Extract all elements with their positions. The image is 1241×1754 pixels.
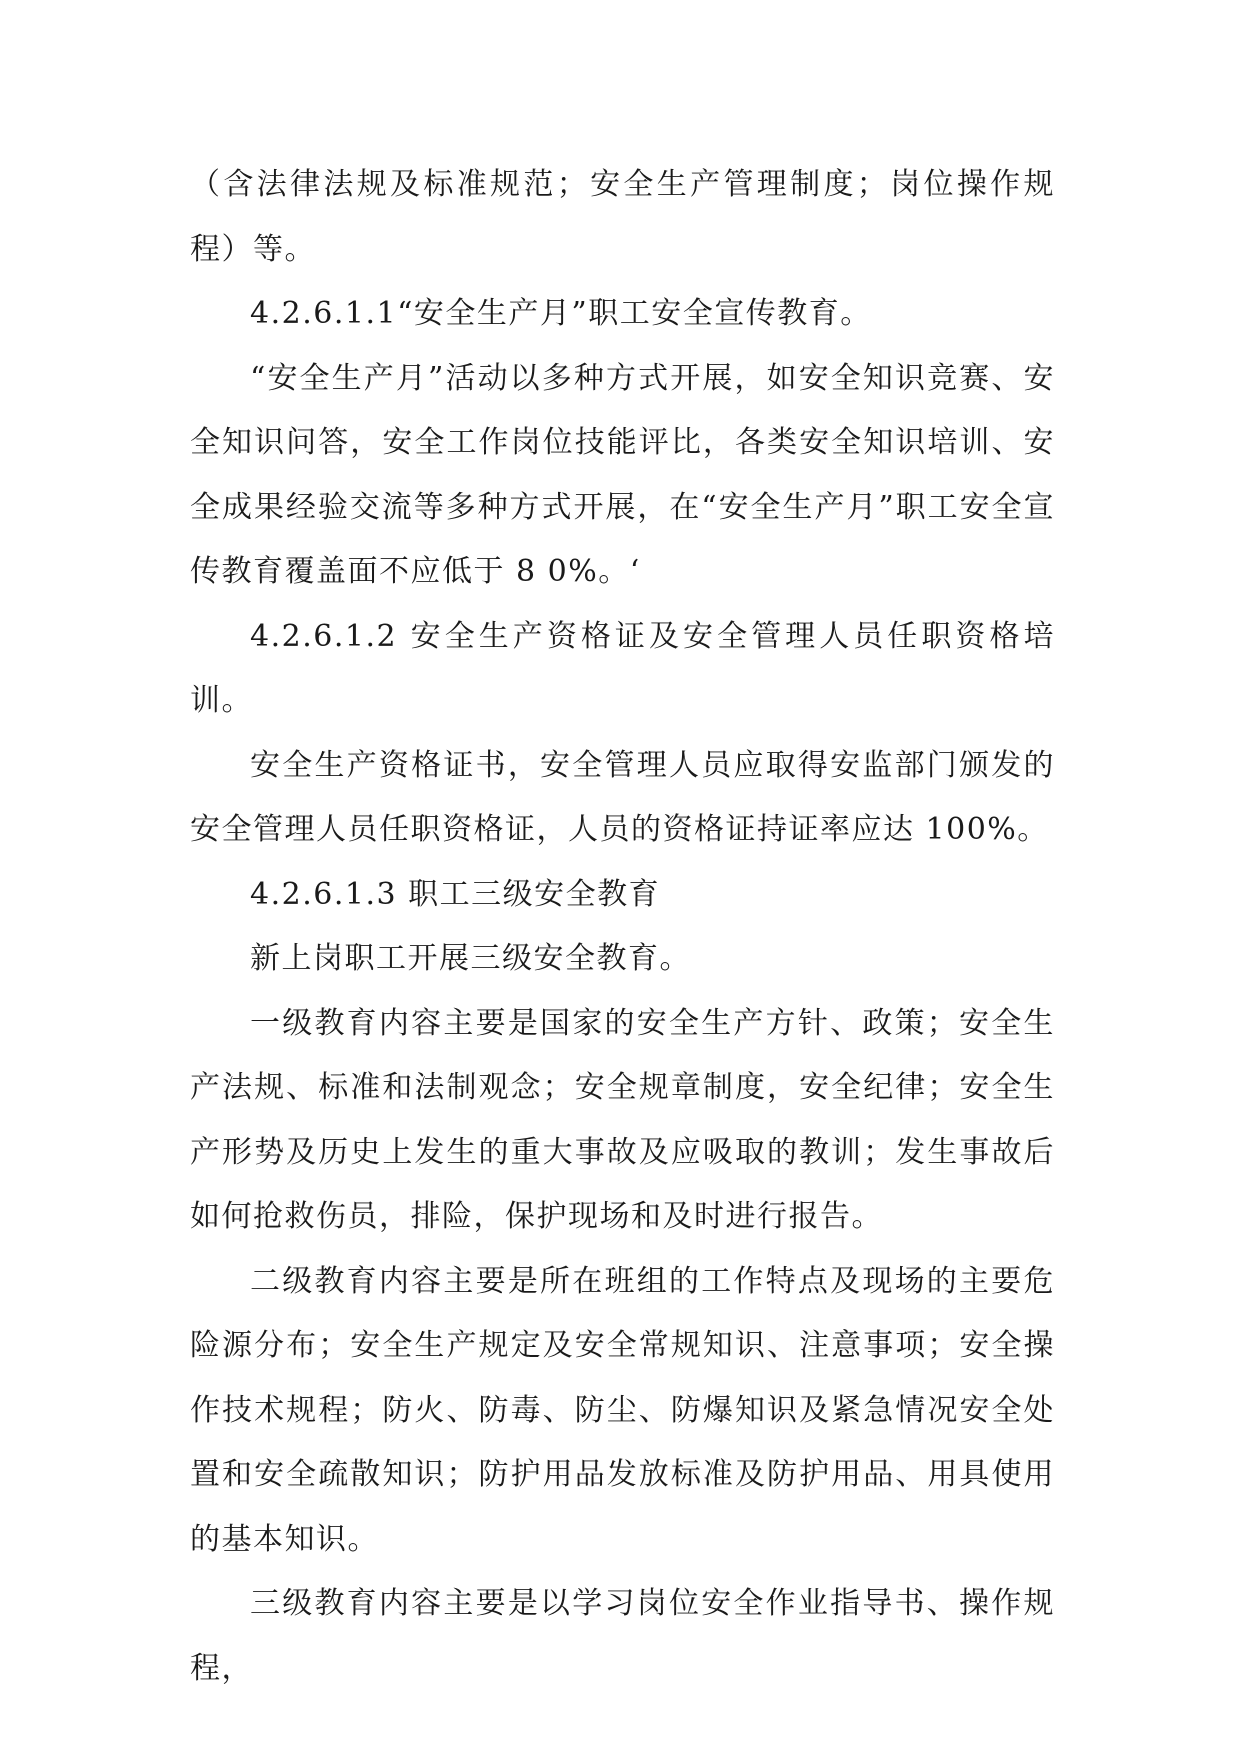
paragraph-safety-month: “安全生产月”活动以多种方式开展，如安全知识竞赛、安全知识问答，安全工作岗位技能评比，各类安全知识培训、安全成果经验交流等多种方式开展，在“安全生产月”职工安全宣传教育覆盖面不应低于 8 0%。‘	[190, 360, 1055, 589]
paragraph-level-three: 三级教育内容主要是以学习岗位安全作业指导书、操作规程，	[190, 1586, 1055, 1686]
paragraph-level-one: 一级教育内容主要是国家的安全生产方针、政策；安全生产法规、标准和法制观念；安全规章制度，安全纪律；安全生产形势及历史上发生的重大事故及应吸取的教训；发生事故后如何抢救伤员，排险，保护现场和及时进行报告。	[190, 1005, 1055, 1234]
paragraph-new-staff: 新上岗职工开展三级安全教育。	[250, 941, 691, 976]
heading-4-2-6-1-2: 4.2.6.1.2 安全生产资格证及安全管理人员任职资格培训。	[190, 618, 1055, 718]
paragraph-laws-continuation: （含法律法规及标准规范；安全生产管理制度；岗位操作规程）等。	[190, 167, 1055, 267]
paragraph-level-two: 二级教育内容主要是所在班组的工作特点及现场的主要危险源分布；安全生产规定及安全常规知识、注意事项；安全操作技术规程；防火、防毒、防尘、防爆知识及紧急情况安全处置和安全疏散知识；防护用品发放标准及防护用品、用具使用的基本知识。	[190, 1263, 1055, 1557]
heading-4-2-6-1-1: 4.2.6.1.1“安全生产月”职工安全宣传教育。	[250, 296, 872, 331]
document-body	[190, 153, 1055, 1701]
paragraph-qualification: 安全生产资格证书，安全管理人员应取得安监部门颁发的安全管理人员任职资格证，人员的资格证持证率应达 100%。	[190, 747, 1055, 847]
heading-4-2-6-1-3: 4.2.6.1.3 职工三级安全教育	[250, 876, 661, 912]
